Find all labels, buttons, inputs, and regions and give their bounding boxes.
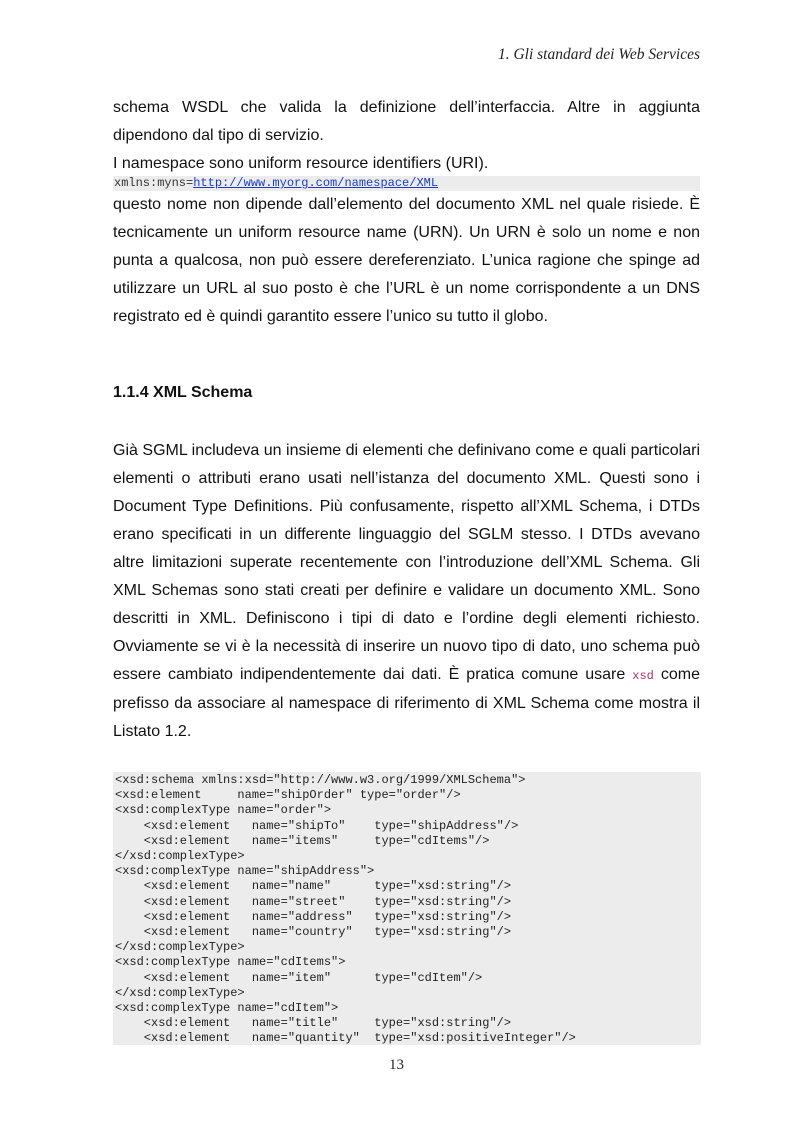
code-line: <xsd:element name="country" type="xsd:string"/> bbox=[115, 925, 512, 940]
code-line: </xsd:complexType> bbox=[115, 849, 245, 864]
code-line: <xsd:complexType name="cdItems"> bbox=[115, 955, 346, 970]
code-line: </xsd:complexType> bbox=[115, 940, 245, 955]
page-body bbox=[113, 94, 700, 331]
paragraph-line: schema WSDL che valida la definizione dell’interfaccia. Altre in aggiunta bbox=[113, 99, 700, 116]
namespace-prefix: xmlns:myns= bbox=[114, 176, 194, 190]
paragraph-text: Già SGML includeva un insieme di elementi che definivano come e quali particolari elementi o attributi erano usati nell’istanza del documento XML. Questi sono i Document Type Definitions. Più confusamente, rispetto all’XML Schema, i DTDs erano specificati in un differente linguaggio del SGLM stesso. I DTDs avevano altre limitazioni superate recentemente con l’introduzione dell’XML Schema. Gli XML Schemas sono stati creati per definire e validare un documento XML. Sono descritti in XML. Definiscono i tipi di dato e l’ordine degli elementi richiesto. Ovviamente se vi è la necessità di inserire un nuovo tipo di dato, uno schema può essere cambiato indipendentemente dai dati. È pratica comune usare bbox=[113, 442, 700, 683]
namespace-code-line bbox=[113, 176, 700, 191]
inline-code-xsd: xsd bbox=[632, 669, 654, 683]
code-listing bbox=[113, 772, 701, 1045]
code-line: <xsd:element name="name" type="xsd:string"/> bbox=[115, 879, 512, 894]
code-line: <xsd:element name="address" type="xsd:string"/> bbox=[115, 909, 512, 924]
paragraph-text: come prefisso da associare al namespace di riferimento di XML Schema come mostra il Listato 1.2. bbox=[113, 666, 700, 740]
code-line: <xsd:element name="street" type="xsd:string"/> bbox=[115, 894, 512, 909]
code-line: <xsd:schema xmlns:xsd="http://www.w3.org/1999/XMLSchema"> bbox=[115, 773, 526, 787]
code-line: </xsd:complexType> bbox=[115, 985, 245, 1000]
paragraph-xml-schema bbox=[113, 437, 700, 746]
code-line: <xsd:complexType name="order"> bbox=[115, 803, 332, 818]
code-line: <xsd:element name="item" type="cdItem"/> bbox=[115, 970, 483, 985]
paragraph-line: I namespace sono uniform resource identifiers (URI). bbox=[113, 155, 489, 172]
code-line: <xsd:element name="items" type="cdItems"/> bbox=[115, 833, 490, 848]
paragraph-line: dipendono dal tipo di servizio. bbox=[113, 127, 324, 144]
section-heading: 1.1.4 XML Schema bbox=[113, 384, 253, 401]
paragraph-urn: questo nome non dipende dall’elemento del documento XML nel quale risiede. È tecnicamente un uniform resource name (URN). Un URN è solo un nome e non punta a qualcosa, non può essere dereferenziato. L’unica ragione che spinge ad utilizzare un URL al suo posto è che l’URL è un nome corrispondente a un DNS registrato ed è quindi garantito essere l’unico su tutto il globo. bbox=[113, 196, 700, 325]
code-line: <xsd:element name="title" type="xsd:string"/> bbox=[115, 1016, 512, 1031]
code-line: <xsd:complexType name="shipAddress"> bbox=[115, 864, 375, 879]
code-line: <xsd:element name="shipOrder" type="order"/> bbox=[115, 788, 461, 803]
code-line: <xsd:element name="quantity" type="xsd:positiveInteger"/> bbox=[115, 1031, 576, 1045]
running-header: 1. Gli standard dei Web Services bbox=[497, 46, 700, 63]
namespace-link[interactable]: http://www.myorg.com/namespace/XML bbox=[193, 176, 439, 190]
code-line: <xsd:element name="shipTo" type="shipAddress"/> bbox=[115, 818, 519, 833]
page-number: 13 bbox=[389, 1057, 404, 1073]
code-line: <xsd:complexType name="cdItem"> bbox=[115, 1001, 339, 1016]
